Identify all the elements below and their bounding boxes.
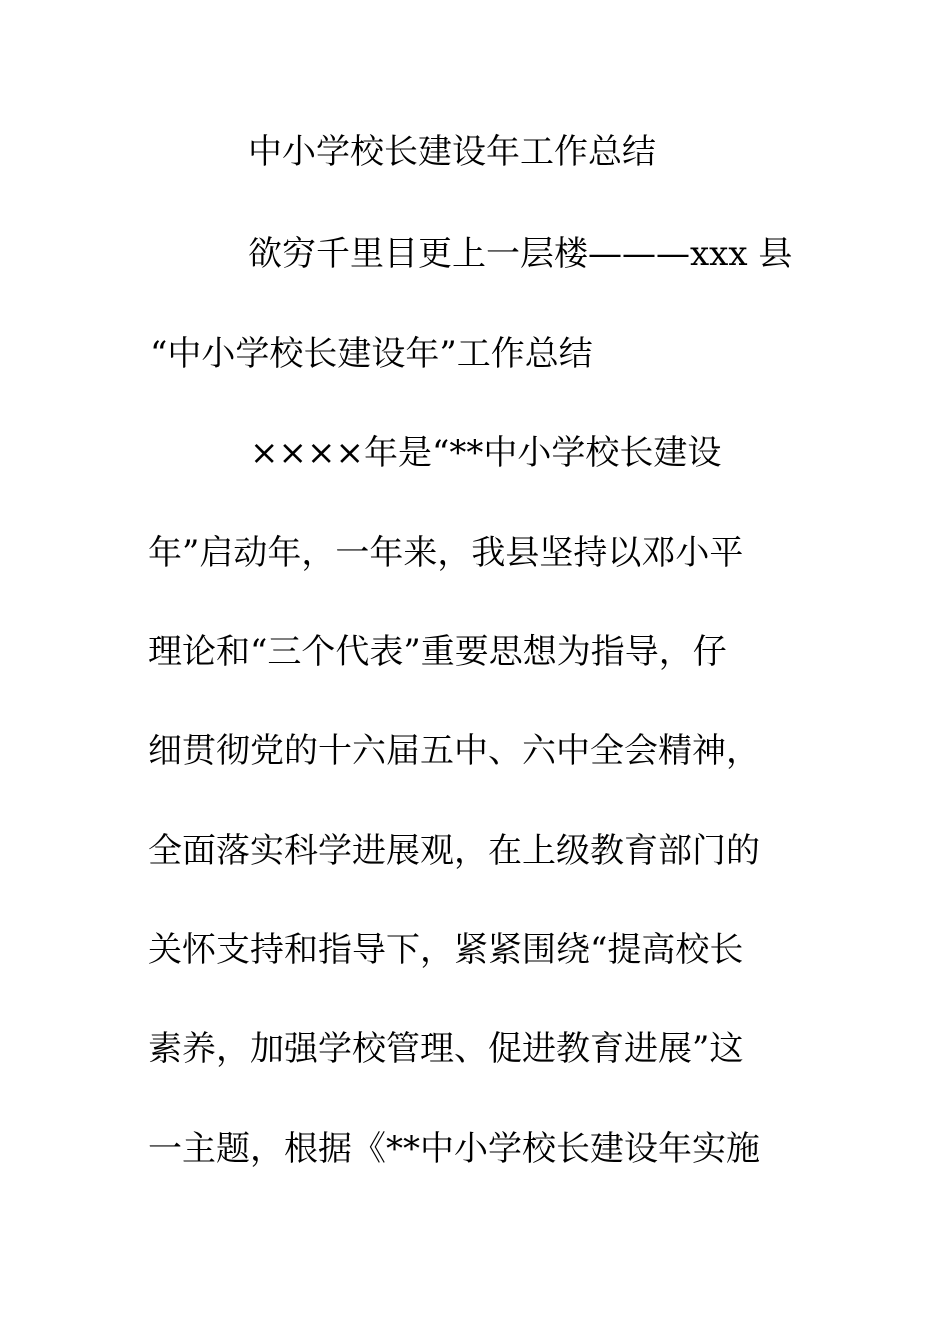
body-line-3: 理论和“三个代表”重要思想为指导，仔 <box>148 632 727 672</box>
body-line-7: 素养，加强学校管理、促进教育进展”这 <box>148 1029 744 1069</box>
subtitle-line-1: 欲穷千里目更上一层楼———xxx 县 <box>248 234 793 274</box>
body-line-4: 细贯彻党的十六届五中、六中全会精神， <box>148 731 760 771</box>
document-title: 中小学校长建设年工作总结 <box>248 132 656 172</box>
subtitle-line-2: “中小学校长建设年”工作总结 <box>150 334 593 374</box>
body-line-1: ××××年是“**中小学校长建设 <box>250 433 722 473</box>
body-line-6: 关怀支持和指导下，紧紧围绕“提高校长 <box>148 930 744 970</box>
body-line-8: 一主题，根据《**中小学校长建设年实施 <box>148 1129 760 1169</box>
body-line-2: 年”启动年，一年来，我县坚持以邓小平 <box>148 533 744 573</box>
body-line-5: 全面落实科学进展观，在上级教育部门的 <box>148 831 760 871</box>
